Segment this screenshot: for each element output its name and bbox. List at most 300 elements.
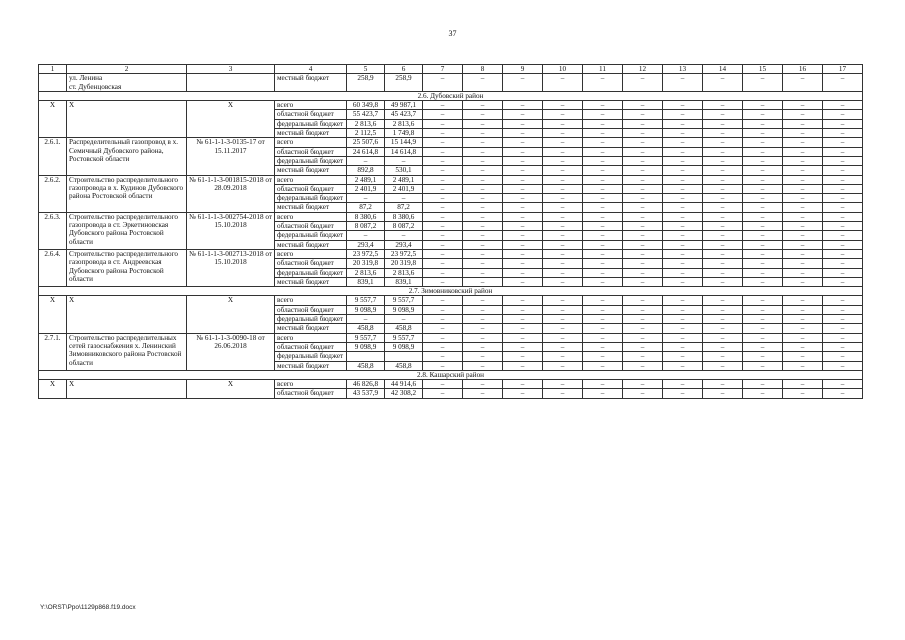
dash-cell: – <box>663 138 703 147</box>
dash-cell: – <box>703 175 743 184</box>
dash-cell: – <box>463 315 503 324</box>
dash-cell: – <box>623 212 663 221</box>
item-number: X <box>39 296 67 333</box>
dash-cell: – <box>703 212 743 221</box>
amount-col6: 87,2 <box>385 203 423 212</box>
dash-cell: – <box>703 324 743 333</box>
dash-cell: – <box>623 259 663 268</box>
funding-source: федеральный бюджет <box>275 315 347 324</box>
amount-col5: 55 423,7 <box>347 110 385 119</box>
item-number <box>39 74 67 92</box>
dash-cell: – <box>623 315 663 324</box>
dash-cell: – <box>463 156 503 165</box>
amount-col6: 9 557,7 <box>385 333 423 342</box>
dash-cell: – <box>463 361 503 370</box>
budget-table <box>38 64 863 399</box>
funding-source: всего <box>275 138 347 147</box>
dash-cell: – <box>703 222 743 231</box>
dash-cell: – <box>583 101 623 110</box>
dash-cell: – <box>623 249 663 258</box>
dash-cell: – <box>463 352 503 361</box>
funding-source: местный бюджет <box>275 277 347 286</box>
dash-cell: – <box>703 194 743 203</box>
dash-cell: – <box>783 305 823 314</box>
dash-cell: – <box>703 203 743 212</box>
dash-cell: – <box>543 380 583 389</box>
dash-cell: – <box>503 222 543 231</box>
amount-col6: 20 319,8 <box>385 259 423 268</box>
amount-col5: 24 614,8 <box>347 147 385 156</box>
item-number: 2.6.4. <box>39 249 67 286</box>
dash-cell: – <box>663 166 703 175</box>
dash-cell: – <box>703 277 743 286</box>
dash-cell: – <box>663 249 703 258</box>
dash-cell: – <box>703 361 743 370</box>
dash-cell: – <box>423 194 463 203</box>
dash-cell: – <box>543 101 583 110</box>
dash-cell: – <box>463 138 503 147</box>
amount-col5: 2 813,6 <box>347 119 385 128</box>
funding-source: федеральный бюджет <box>275 194 347 203</box>
file-path-footer: Y:\ORST\Ppo\1129p868.f19.docx <box>40 604 136 611</box>
dash-cell: – <box>783 342 823 351</box>
dash-cell: – <box>543 277 583 286</box>
dash-cell: – <box>743 268 783 277</box>
item-number: X <box>39 101 67 138</box>
dash-cell: – <box>743 212 783 221</box>
amount-col5: 458,8 <box>347 324 385 333</box>
funding-source: местный бюджет <box>275 324 347 333</box>
table-row <box>39 74 863 92</box>
dash-cell: – <box>423 231 463 240</box>
dash-cell: – <box>823 342 863 351</box>
dash-cell: – <box>623 305 663 314</box>
dash-cell: – <box>423 249 463 258</box>
amount-col6: 258,9 <box>385 74 423 92</box>
dash-cell: – <box>583 138 623 147</box>
dash-cell: – <box>503 212 543 221</box>
amount-col5: – <box>347 231 385 240</box>
dash-cell: – <box>583 305 623 314</box>
dash-cell: – <box>783 352 823 361</box>
funding-source: всего <box>275 212 347 221</box>
dash-cell: – <box>423 333 463 342</box>
dash-cell: – <box>743 296 783 305</box>
dash-cell: – <box>623 231 663 240</box>
dash-cell: – <box>503 305 543 314</box>
dash-cell: – <box>703 315 743 324</box>
dash-cell: – <box>423 315 463 324</box>
dash-cell: – <box>463 175 503 184</box>
dash-cell: – <box>623 380 663 389</box>
amount-col5: 9 098,9 <box>347 342 385 351</box>
item-number: 2.7.1. <box>39 333 67 370</box>
amount-col5: 892,8 <box>347 166 385 175</box>
dash-cell: – <box>543 138 583 147</box>
dash-cell: – <box>783 119 823 128</box>
dash-cell: – <box>623 110 663 119</box>
dash-cell: – <box>743 361 783 370</box>
object-name: Строительство распределительных сетей газоснабжения х. Ленинский Зимовниковского района Ростовской области <box>67 333 187 370</box>
dash-cell: – <box>663 74 703 92</box>
funding-source: федеральный бюджет <box>275 231 347 240</box>
dash-cell: – <box>823 324 863 333</box>
amount-col5: – <box>347 315 385 324</box>
dash-cell: – <box>543 212 583 221</box>
column-number-cell: 12 <box>623 65 663 74</box>
dash-cell: – <box>583 380 623 389</box>
dash-cell: – <box>543 296 583 305</box>
dash-cell: – <box>743 342 783 351</box>
dash-cell: – <box>703 129 743 138</box>
funding-source: всего <box>275 296 347 305</box>
dash-cell: – <box>703 156 743 165</box>
item-number: 2.6.2. <box>39 175 67 212</box>
dash-cell: – <box>783 231 823 240</box>
dash-cell: – <box>823 305 863 314</box>
dash-cell: – <box>703 138 743 147</box>
column-number-cell: 11 <box>583 65 623 74</box>
dash-cell: – <box>463 222 503 231</box>
dash-cell: – <box>503 156 543 165</box>
dash-cell: – <box>743 352 783 361</box>
amount-col5: 839,1 <box>347 277 385 286</box>
dash-cell: – <box>823 74 863 92</box>
amount-col6: 293,4 <box>385 240 423 249</box>
funding-source: федеральный бюджет <box>275 119 347 128</box>
dash-cell: – <box>423 74 463 92</box>
dash-cell: – <box>503 324 543 333</box>
dash-cell: – <box>823 166 863 175</box>
dash-cell: – <box>823 175 863 184</box>
dash-cell: – <box>423 110 463 119</box>
funding-source: областной бюджет <box>275 342 347 351</box>
dash-cell: – <box>823 138 863 147</box>
dash-cell: – <box>463 324 503 333</box>
conclusion-number: № 61-1-1-3-002754-2018 от 15.10.2018 <box>187 212 275 249</box>
dash-cell: – <box>823 249 863 258</box>
dash-cell: – <box>743 184 783 193</box>
dash-cell: – <box>783 138 823 147</box>
dash-cell: – <box>543 361 583 370</box>
dash-cell: – <box>423 324 463 333</box>
dash-cell: – <box>583 277 623 286</box>
funding-source: всего <box>275 380 347 389</box>
dash-cell: – <box>823 231 863 240</box>
dash-cell: – <box>743 231 783 240</box>
dash-cell: – <box>423 166 463 175</box>
table-row <box>39 249 863 258</box>
dash-cell: – <box>783 184 823 193</box>
dash-cell: – <box>583 333 623 342</box>
amount-col6: 49 987,1 <box>385 101 423 110</box>
dash-cell: – <box>663 240 703 249</box>
dash-cell: – <box>423 156 463 165</box>
amount-col6: 14 614,8 <box>385 147 423 156</box>
column-number-cell: 5 <box>347 65 385 74</box>
dash-cell: – <box>703 333 743 342</box>
dash-cell: – <box>503 129 543 138</box>
dash-cell: – <box>463 259 503 268</box>
dash-cell: – <box>783 324 823 333</box>
dash-cell: – <box>743 222 783 231</box>
conclusion-number: № 61-1-1-3-002713-2018 от 15.10.2018 <box>187 249 275 286</box>
dash-cell: – <box>423 119 463 128</box>
dash-cell: – <box>423 389 463 398</box>
column-number-cell: 10 <box>543 65 583 74</box>
amount-col5: 9 557,7 <box>347 296 385 305</box>
dash-cell: – <box>663 259 703 268</box>
dash-cell: – <box>743 277 783 286</box>
dash-cell: – <box>583 222 623 231</box>
dash-cell: – <box>583 74 623 92</box>
funding-source: федеральный бюджет <box>275 156 347 165</box>
dash-cell: – <box>503 259 543 268</box>
dash-cell: – <box>423 138 463 147</box>
table-row <box>39 296 863 305</box>
dash-cell: – <box>663 147 703 156</box>
dash-cell: – <box>503 277 543 286</box>
dash-cell: – <box>583 184 623 193</box>
dash-cell: – <box>623 156 663 165</box>
dash-cell: – <box>823 212 863 221</box>
dash-cell: – <box>583 315 623 324</box>
dash-cell: – <box>623 342 663 351</box>
dash-cell: – <box>783 110 823 119</box>
dash-cell: – <box>703 231 743 240</box>
dash-cell: – <box>743 138 783 147</box>
dash-cell: – <box>663 184 703 193</box>
dash-cell: – <box>543 305 583 314</box>
dash-cell: – <box>743 166 783 175</box>
dash-cell: – <box>663 212 703 221</box>
dash-cell: – <box>663 380 703 389</box>
amount-col5: 46 826,8 <box>347 380 385 389</box>
page-number: 37 <box>448 29 457 38</box>
dash-cell: – <box>463 389 503 398</box>
dash-cell: – <box>663 305 703 314</box>
dash-cell: – <box>823 110 863 119</box>
dash-cell: – <box>703 110 743 119</box>
amount-col6: 23 972,5 <box>385 249 423 258</box>
dash-cell: – <box>423 259 463 268</box>
dash-cell: – <box>743 259 783 268</box>
funding-source: местный бюджет <box>275 129 347 138</box>
dash-cell: – <box>463 147 503 156</box>
dash-cell: – <box>423 240 463 249</box>
column-number-cell: 15 <box>743 65 783 74</box>
dash-cell: – <box>583 194 623 203</box>
column-number-cell: 14 <box>703 65 743 74</box>
dash-cell: – <box>703 296 743 305</box>
item-number: X <box>39 380 67 399</box>
dash-cell: – <box>743 333 783 342</box>
object-name: Строительство распределительного газопровода в ст. Эркетиновская Дубовского района Ростовской области <box>67 212 187 249</box>
dash-cell: – <box>463 240 503 249</box>
amount-col6: – <box>385 315 423 324</box>
funding-source: областной бюджет <box>275 259 347 268</box>
dash-cell: – <box>823 352 863 361</box>
dash-cell: – <box>783 333 823 342</box>
amount-col6: 2 401,9 <box>385 184 423 193</box>
funding-source: местный бюджет <box>275 166 347 175</box>
dash-cell: – <box>463 268 503 277</box>
section-title: 2.8. Кашарский район <box>39 370 863 379</box>
amount-col5: 258,9 <box>347 74 385 92</box>
dash-cell: – <box>463 212 503 221</box>
dash-cell: – <box>583 240 623 249</box>
dash-cell: – <box>543 389 583 398</box>
dash-cell: – <box>783 240 823 249</box>
amount-col6: 458,8 <box>385 361 423 370</box>
dash-cell: – <box>743 129 783 138</box>
dash-cell: – <box>463 249 503 258</box>
dash-cell: – <box>583 203 623 212</box>
dash-cell: – <box>463 305 503 314</box>
dash-cell: – <box>783 389 823 398</box>
object-name: X <box>67 296 187 333</box>
column-number-cell: 4 <box>275 65 347 74</box>
dash-cell: – <box>823 194 863 203</box>
section-title: 2.7. Зимовниковский район <box>39 287 863 296</box>
dash-cell: – <box>503 268 543 277</box>
dash-cell: – <box>583 147 623 156</box>
dash-cell: – <box>423 305 463 314</box>
dash-cell: – <box>703 268 743 277</box>
dash-cell: – <box>663 277 703 286</box>
amount-col5: 2 489,1 <box>347 175 385 184</box>
dash-cell: – <box>783 156 823 165</box>
dash-cell: – <box>703 166 743 175</box>
dash-cell: – <box>543 184 583 193</box>
dash-cell: – <box>623 277 663 286</box>
dash-cell: – <box>663 324 703 333</box>
dash-cell: – <box>503 184 543 193</box>
column-number-cell: 16 <box>783 65 823 74</box>
dash-cell: – <box>823 361 863 370</box>
amount-col5: 43 537,9 <box>347 389 385 398</box>
dash-cell: – <box>823 184 863 193</box>
dash-cell: – <box>623 175 663 184</box>
dash-cell: – <box>623 324 663 333</box>
amount-col5: 60 349,8 <box>347 101 385 110</box>
dash-cell: – <box>663 342 703 351</box>
object-name: Строительство распределительного газопровода в ст. Андреевская Дубовского района Ростовской области <box>67 249 187 286</box>
dash-cell: – <box>623 352 663 361</box>
dash-cell: – <box>823 380 863 389</box>
dash-cell: – <box>503 352 543 361</box>
dash-cell: – <box>543 166 583 175</box>
dash-cell: – <box>503 296 543 305</box>
funding-source: местный бюджет <box>275 74 347 92</box>
dash-cell: – <box>543 129 583 138</box>
dash-cell: – <box>503 389 543 398</box>
dash-cell: – <box>663 194 703 203</box>
dash-cell: – <box>423 212 463 221</box>
dash-cell: – <box>703 184 743 193</box>
dash-cell: – <box>503 101 543 110</box>
amount-col6: 530,1 <box>385 166 423 175</box>
section-row <box>39 91 863 100</box>
dash-cell: – <box>423 147 463 156</box>
dash-cell: – <box>663 222 703 231</box>
dash-cell: – <box>503 315 543 324</box>
amount-col6: 8 087,2 <box>385 222 423 231</box>
dash-cell: – <box>783 101 823 110</box>
funding-source: областной бюджет <box>275 222 347 231</box>
amount-col6: 1 749,8 <box>385 129 423 138</box>
dash-cell: – <box>503 147 543 156</box>
dash-cell: – <box>783 212 823 221</box>
dash-cell: – <box>543 333 583 342</box>
dash-cell: – <box>503 194 543 203</box>
dash-cell: – <box>823 333 863 342</box>
dash-cell: – <box>463 333 503 342</box>
dash-cell: – <box>583 212 623 221</box>
dash-cell: – <box>463 110 503 119</box>
dash-cell: – <box>743 249 783 258</box>
dash-cell: – <box>823 389 863 398</box>
dash-cell: – <box>743 203 783 212</box>
table-row <box>39 175 863 184</box>
dash-cell: – <box>783 147 823 156</box>
dash-cell: – <box>583 324 623 333</box>
dash-cell: – <box>743 74 783 92</box>
dash-cell: – <box>503 380 543 389</box>
dash-cell: – <box>703 249 743 258</box>
dash-cell: – <box>823 129 863 138</box>
conclusion-number: X <box>187 101 275 138</box>
dash-cell: – <box>703 74 743 92</box>
dash-cell: – <box>423 203 463 212</box>
amount-col6: 42 308,2 <box>385 389 423 398</box>
amount-col6: – <box>385 231 423 240</box>
dash-cell: – <box>623 119 663 128</box>
dash-cell: – <box>663 156 703 165</box>
dash-cell: – <box>623 166 663 175</box>
funding-source: областной бюджет <box>275 389 347 398</box>
dash-cell: – <box>583 129 623 138</box>
funding-source: всего <box>275 333 347 342</box>
dash-cell: – <box>423 268 463 277</box>
dash-cell: – <box>663 101 703 110</box>
dash-cell: – <box>783 222 823 231</box>
dash-cell: – <box>743 389 783 398</box>
dash-cell: – <box>423 101 463 110</box>
dash-cell: – <box>823 240 863 249</box>
object-name: X <box>67 380 187 399</box>
dash-cell: – <box>583 119 623 128</box>
amount-col6: 9 098,9 <box>385 342 423 351</box>
dash-cell: – <box>583 249 623 258</box>
dash-cell: – <box>783 175 823 184</box>
dash-cell: – <box>703 342 743 351</box>
column-number-row <box>39 65 863 74</box>
dash-cell: – <box>823 277 863 286</box>
dash-cell: – <box>423 361 463 370</box>
dash-cell: – <box>583 110 623 119</box>
dash-cell: – <box>823 315 863 324</box>
dash-cell: – <box>663 129 703 138</box>
amount-col6: – <box>385 194 423 203</box>
amount-col5: 8 087,2 <box>347 222 385 231</box>
dash-cell: – <box>423 342 463 351</box>
dash-cell: – <box>743 194 783 203</box>
dash-cell: – <box>783 203 823 212</box>
dash-cell: – <box>543 194 583 203</box>
dash-cell: – <box>783 380 823 389</box>
dash-cell: – <box>423 296 463 305</box>
